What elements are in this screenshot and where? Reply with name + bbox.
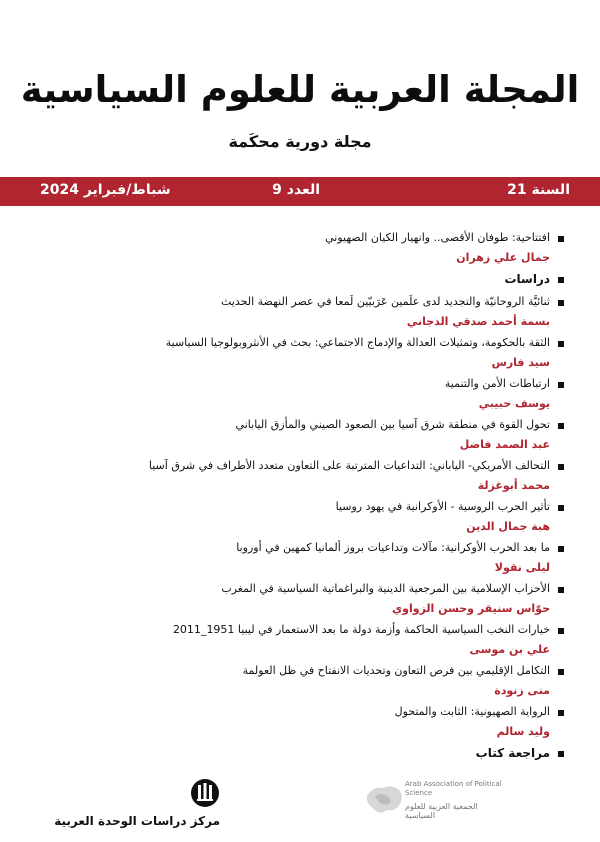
journal-subtitle: مجلة دورية محكَمة bbox=[228, 132, 372, 151]
toc-entry-title: الرواية الصهيونية: الثابت والمتحول bbox=[394, 705, 550, 718]
toc-entry bbox=[24, 540, 564, 581]
toc-entry-author: حوّاس سنيقر وحسن الزواوي bbox=[392, 602, 550, 615]
bullet-icon bbox=[558, 628, 564, 634]
toc-entry-title: ثنائيَّة الروحانيّة والتجديد لدى علَمين عَرَبيّين لَمعا في عصر النهضة الحديث bbox=[221, 295, 550, 308]
toc-entry-author: يوسف حبيبي bbox=[478, 397, 550, 410]
toc-entry-author: سيد فارس bbox=[491, 356, 550, 369]
toc-entry bbox=[24, 335, 564, 376]
toc-entry bbox=[24, 230, 564, 271]
bullet-icon bbox=[558, 236, 564, 242]
issue-number: العدد 9 bbox=[272, 182, 320, 198]
toc-entry bbox=[24, 622, 564, 663]
toc-entry-author: منى زنودة bbox=[494, 684, 550, 697]
toc-entry bbox=[24, 294, 564, 335]
toc-section bbox=[24, 271, 564, 294]
toc-section-title: مراجعة كتاب bbox=[475, 746, 550, 760]
toc-entry-title: تحول القوة في منطقة شرق آسيا بين الصعود الصيني والمأزق الياباني bbox=[235, 418, 550, 431]
bullet-icon bbox=[558, 669, 564, 675]
toc-entry-title: خيارات النخب السياسية الحاكمة وأزمة دولة ما بعد الاستعمار في ليبيا 1951_2011 bbox=[172, 623, 550, 636]
toc-entry-author: بسمة أحمد صدقي الدجاني bbox=[406, 315, 550, 328]
toc-section bbox=[24, 745, 564, 768]
association-name-ar: الجمعية العربية للعلوم السياسية bbox=[405, 802, 478, 820]
association-logo bbox=[365, 772, 510, 828]
toc-entry-author: وليد سالم bbox=[496, 725, 550, 738]
bullet-icon bbox=[558, 587, 564, 593]
toc-entry-title: ما بعد الحرب الأوكرانية: مآلات وتداعيات بروز ألمانيا كمهين في أوروبا bbox=[236, 541, 550, 554]
bullet-icon bbox=[558, 546, 564, 552]
bullet-icon bbox=[558, 710, 564, 716]
bullet-icon bbox=[558, 382, 564, 388]
toc-entry-title: التكامل الإقليمي بين فرص التعاون وتحديات الانفتاح في ظل العولمة bbox=[242, 664, 550, 677]
journal-title: المجلة العربية للعلوم السياسية bbox=[20, 68, 580, 111]
toc-entry-author: هبة جمال الدين bbox=[466, 520, 550, 533]
table-of-contents bbox=[24, 230, 564, 768]
publisher-logo bbox=[30, 778, 220, 830]
bullet-icon bbox=[558, 341, 564, 347]
bullet-icon bbox=[558, 300, 564, 306]
publisher-emblem-icon bbox=[190, 778, 220, 808]
toc-entry bbox=[24, 704, 564, 745]
association-name-en: Arab Association of Political Science bbox=[405, 780, 502, 797]
toc-entry-title: ارتباطات الأمن والتنمية bbox=[444, 377, 550, 390]
issue-date: شباط/فبراير 2024 bbox=[40, 182, 171, 198]
toc-entry bbox=[24, 376, 564, 417]
issue-band bbox=[0, 177, 600, 206]
toc-entry-title: الثقة بالحكومة، وتمثيلات العدالة والإدماج الاجتماعي: بحث في الأنثروبولوجيا السياسية bbox=[165, 336, 550, 349]
toc-entry bbox=[24, 417, 564, 458]
toc-entry-author: جمال علي زهران bbox=[456, 251, 550, 264]
toc-entry bbox=[24, 663, 564, 704]
toc-entry bbox=[24, 581, 564, 622]
bullet-icon bbox=[558, 464, 564, 470]
toc-entry bbox=[24, 458, 564, 499]
bullet-icon bbox=[558, 505, 564, 511]
bullet-icon bbox=[558, 751, 564, 757]
bullet-icon bbox=[558, 423, 564, 429]
toc-entry-title: التحالف الأمريكي- الياباني: التداعيات المترتبة على التعاون متعدد الأطراف في شرق آسيا bbox=[148, 459, 550, 472]
issue-year: السنة 21 bbox=[507, 182, 570, 198]
toc-entry-author: علي بن موسى bbox=[469, 643, 550, 656]
toc-entry-author: ليلى نقولا bbox=[494, 561, 550, 574]
toc-entry-author: عبد الصمد فاضل bbox=[459, 438, 550, 451]
toc-entry bbox=[24, 499, 564, 540]
publisher-name: مركز دراسات الوحدة العربية bbox=[54, 814, 220, 828]
arab-world-map-icon bbox=[365, 782, 405, 818]
toc-entry-author: محمد أبوغزلة bbox=[477, 479, 550, 492]
toc-entry-title: افتتاحية: طوفان الأقصى.. وانهيار الكيان الصهيوني bbox=[325, 231, 550, 244]
bullet-icon bbox=[558, 277, 564, 283]
toc-entry-title: الأحزاب الإسلامية بين المرجعية الدينية والبراغماتية السياسية في المغرب bbox=[221, 582, 550, 595]
toc-section-title: دراسات bbox=[504, 272, 550, 286]
toc-entry-title: تأثير الحرب الروسية - الأوكرانية في يهود روسيا bbox=[335, 500, 550, 513]
